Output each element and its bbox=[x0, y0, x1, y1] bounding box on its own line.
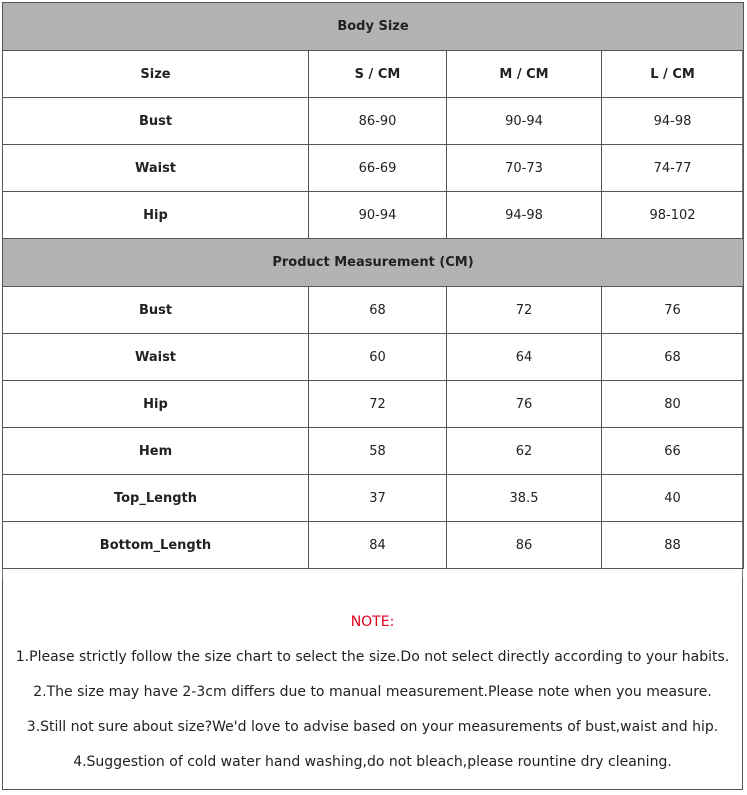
table-cell: 72 bbox=[309, 381, 447, 428]
row-label: Bottom_Length bbox=[3, 522, 309, 569]
note-line: 2.The size may have 2-3cm differs due to manual measurement.Please note when you measure. bbox=[33, 684, 712, 700]
table-row bbox=[3, 192, 744, 239]
table-cell: 60 bbox=[309, 334, 447, 381]
table-cell: 40 bbox=[602, 475, 744, 522]
table-cell: 62 bbox=[447, 428, 602, 475]
note-title: NOTE: bbox=[350, 614, 395, 630]
table-cell: 72 bbox=[447, 287, 602, 334]
body-size-title-row bbox=[3, 3, 744, 51]
body-size-title: Body Size bbox=[3, 3, 744, 51]
table-cell: 38.5 bbox=[447, 475, 602, 522]
table-cell: 90-94 bbox=[447, 98, 602, 145]
size-chart-table bbox=[2, 2, 744, 569]
table-cell: 68 bbox=[309, 287, 447, 334]
size-m-header: M / CM bbox=[447, 51, 602, 98]
table-row bbox=[3, 381, 744, 428]
table-cell: 84 bbox=[309, 522, 447, 569]
row-label: Hip bbox=[3, 381, 309, 428]
row-label: Bust bbox=[3, 287, 309, 334]
table-row bbox=[3, 334, 744, 381]
table-cell: 76 bbox=[602, 287, 744, 334]
note-line: 3.Still not sure about size?We'd love to advise based on your measurements of bust,waist and hip. bbox=[26, 719, 719, 735]
table-row bbox=[3, 287, 744, 334]
row-label: Top_Length bbox=[3, 475, 309, 522]
table-row bbox=[3, 145, 744, 192]
notes-section bbox=[2, 578, 743, 790]
product-title-row bbox=[3, 239, 744, 287]
size-l-header: L / CM bbox=[602, 51, 744, 98]
row-label: Hem bbox=[3, 428, 309, 475]
table-cell: 86 bbox=[447, 522, 602, 569]
table-cell: 66-69 bbox=[309, 145, 447, 192]
table-cell: 74-77 bbox=[602, 145, 744, 192]
table-cell: 80 bbox=[602, 381, 744, 428]
table-row bbox=[3, 428, 744, 475]
product-measurement-title: Product Measurement (CM) bbox=[3, 239, 744, 287]
table-cell: 90-94 bbox=[309, 192, 447, 239]
table-cell: 70-73 bbox=[447, 145, 602, 192]
note-line: 1.Please strictly follow the size chart to select the size.Do not select directly according to your habits. bbox=[15, 649, 730, 665]
size-header-row bbox=[3, 51, 744, 98]
table-cell: 94-98 bbox=[447, 192, 602, 239]
table-row bbox=[3, 522, 744, 569]
size-header: Size bbox=[3, 51, 309, 98]
table-cell: 88 bbox=[602, 522, 744, 569]
table-cell: 64 bbox=[447, 334, 602, 381]
row-label: Waist bbox=[3, 145, 309, 192]
row-label: Hip bbox=[3, 192, 309, 239]
table-cell: 68 bbox=[602, 334, 744, 381]
table-cell: 66 bbox=[602, 428, 744, 475]
table-cell: 76 bbox=[447, 381, 602, 428]
row-label: Bust bbox=[3, 98, 309, 145]
size-s-header: S / CM bbox=[309, 51, 447, 98]
table-cell: 37 bbox=[309, 475, 447, 522]
table-cell: 94-98 bbox=[602, 98, 744, 145]
table-cell: 98-102 bbox=[602, 192, 744, 239]
table-row bbox=[3, 475, 744, 522]
note-line: 4.Suggestion of cold water hand washing,do not bleach,please rountine dry cleaning. bbox=[73, 754, 672, 770]
table-cell: 58 bbox=[309, 428, 447, 475]
table-row bbox=[3, 98, 744, 145]
table-cell: 86-90 bbox=[309, 98, 447, 145]
row-label: Waist bbox=[3, 334, 309, 381]
